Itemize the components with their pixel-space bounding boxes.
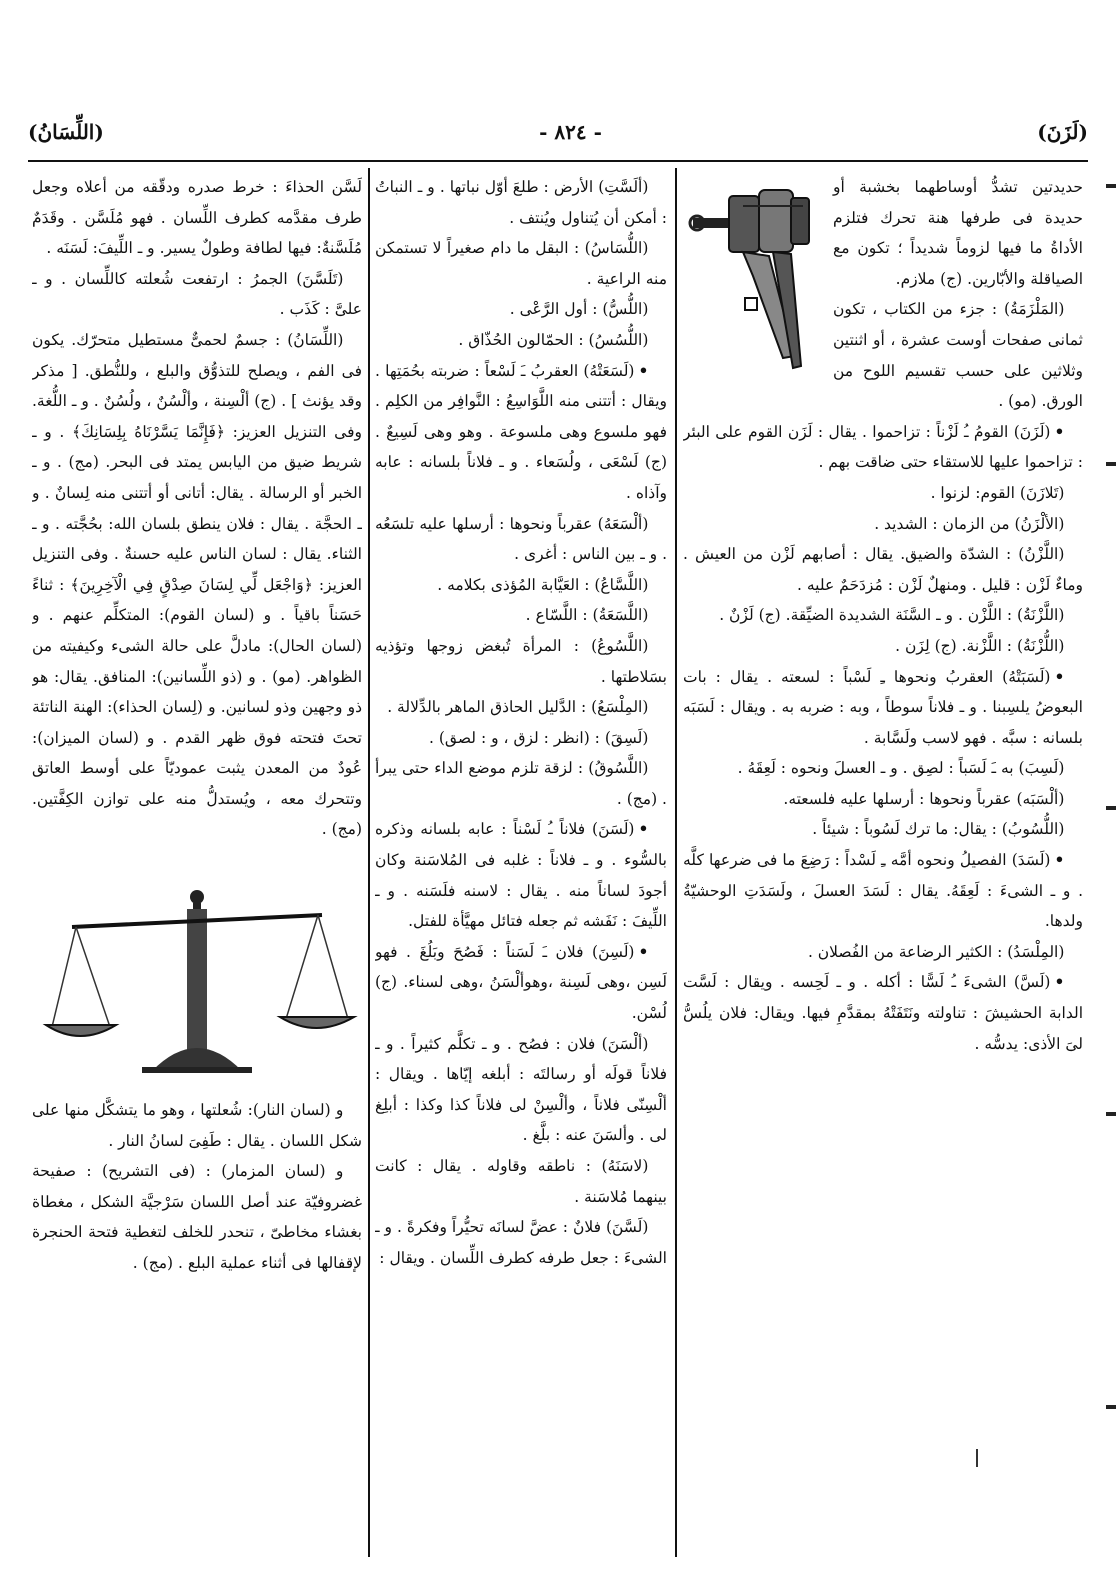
entry-lazana: [683, 417, 1083, 478]
entry-lasuq: (اللَّسُوقُ) : لزقة تلزم موضع الداء حتى يبرأ . (مج) .: [375, 759, 667, 808]
entry-lasabathu: [683, 662, 1083, 754]
header-left-word: (اللِّسَانُ): [28, 120, 104, 144]
entry-lasiba: (لَسِبَ) به ـَ لَسَباً : لصِق . و ـ العسلَ ونحوه : لَعِقَهُ .: [737, 759, 1065, 778]
header-right-word: (لَزَنَ): [1037, 120, 1088, 144]
entry-luss: (اللُّسُّ) : أول الرَّعْى .: [509, 300, 649, 319]
entry-talassana: (تَلَسَّنَ) الجمرُ : ارتفعت شُعلته كاللِّسان . و ـ علىَّ : كَذَب .: [32, 269, 362, 319]
entry-lasada: [683, 845, 1083, 937]
entry-milsad: (المِلْسَدُ) : الكثير الرضاعة من الفُصلان .: [807, 942, 1065, 961]
entry-lasub: (اللُّسُوبُ) : يقال: ما ترك لَسُوباً : شيئاً .: [812, 820, 1065, 839]
entry-text: (لَزَنَ) القومُ ـُ لَزْناً : تزاحموا . يقال : لَزَن القوم على البئر : تزاحموا عليها للاستقاء حتى ضاقت بهم .: [683, 422, 1083, 472]
entry-lasu: (اللَّسُوعُ) : المرأة تُبغض زوجها وتؤذيه بسَلاطتها .: [375, 636, 667, 686]
balance-scale-icon: [32, 875, 362, 1075]
entry-lisan: (اللِّسَانُ) : جسمٌ لحمىٌّ مستطيل متحرّك. يكون فى الفم ، ويصلح للتذوُّق والبلع ، وللنُّطق. [ مذكر وقد يؤنث ] . (ج) ألْسِنة ، وألْسُنٌ ، ولُسُنٌ . و ـ اللُّغة. وفى التنزيل العزيز: ﴿فَإِنَّمَا يَسَّرْنَاهُ بِلِسَانِكَ﴾ . و ـ شريط ضيق من اليابس يمتد فى البحر. (مج) . و ـ الخبر أو الرسالة . يقال: أتانى أو أتتنى منه لِسانٌ . و ـ الحجَّة . يقال : فلان ينطق بلسان الله: بحُجَّته . و ـ الثناء. يقال : لسان الناس عليه حسنةٌ . وفى التنزيل العزيز: ﴿وَاجْعَل لِّي لِسَانَ صِدْقٍ فِي الْآخِرِينَ﴾ : ثناءً حَسَناً باقياً . و (لسان القوم): المتكلِّم عنهم . و (لسان الحال): مادلَّ على حالة الشىء وكيفيته من الظواهر. (مو) . و (ذو اللِّسانين): المنافق. يقال: هو ذو وجهين وذو لسانين. و (لِسان الحذاء): الهنة الناتئة تحتَ فتحته فوق ظهر القدم . و (لسان الميزان): عُودٌ من المعدن يثبت عموديّاً على أوسط العاتق وتتحرك معه ، ويُستدلُّ منه على توازن الكِفَّتين. (مج) .: [32, 330, 362, 839]
entry-lisan-nar: و (لسان النار): شُعلتها ، وهو ما يتشكَّل منها على شكل اللسان . يقال : طَفِىَ لسانُ النار .: [32, 1101, 362, 1150]
entry-lasanahu: (لاسَنَهُ) : ناطقه وقاوله . يقال : كانت بينهما مُلاسَنة .: [375, 1157, 667, 1206]
bullet-icon: •: [638, 819, 649, 839]
entry-lasina: [375, 937, 667, 1029]
entry-talazana: (تَلازَنَ) القوم: لزنوا .: [930, 483, 1065, 502]
vise-icon: [683, 176, 833, 376]
entry-alsaahu: (ألْسَعَهُ) عقرباً ونحوها : أرسلها عليه تلسَعُه . و ـ بين الناس : أغرى .: [375, 514, 667, 564]
entry-lassana: (لَسَّنَ) فلانٌ : عضَّ لسانَه تحيُّراً وفكرةً . و ـ الشىءَ : جعل طرفه كطرف اللِّسان . ويقال :: [375, 1218, 667, 1267]
bullet-icon: •: [1054, 972, 1065, 992]
entry-text: (لَسَبَتْهُ) العقربُ ونحوها ـِ لَسْباً : لسعته . يقال : بات البعوضُ يلسِبنا . و ـ فلاناً سوطاً ، وبه : ضربه به . ويقال : لَسَبَه بلسانه : سبَّه . فهو لاسب ولَسَّابة .: [683, 667, 1083, 747]
column-right: [683, 172, 1083, 1557]
column-divider-left: [368, 168, 370, 1557]
bullet-icon: •: [1054, 666, 1065, 686]
entry-lazn: (اللَّزْنُ) : الشدّة والضيق. يقال : أصابهم لَزْن من العيش . وماءٌ لَزْن : قليل . ومنهلٌ لَزْن : مُزدَحَمٌ عليه .: [683, 545, 1083, 594]
entry-text: (لَسَّ) الشىءَ ـُ لَسًّا : أكله . و ـ لَحِسه . ويقال : لَسَّت الدابة الحشيشَ : تناولته ونَتَفَتْهُ بمقدَّمِ فيها. ويقال: فلان يلُسُّ لىَ الأذى: يدسُّه .: [683, 973, 1083, 1053]
entry-alzan: (الألْزَنُ) من الزمان : الشديد .: [874, 514, 1065, 533]
vise-caption: حديدتين تشدُّ أوساطهما بخشبة أو حديدة فى طرفها هنة تحرك فتلزم الأداةُ ما فيها لزوماً شديداً ؛ تكون مع الصياقلة والأبّارين. (ج) ملازم.: [833, 178, 1083, 288]
entry-milsa: (المِلْسَعُ) : الدَّليل الحاذق الماهر بالدِّلالة .: [387, 698, 649, 717]
entry-lassaa: (اللَّسَّاعُ) : العَيَّابة المُؤذى بكلامه .: [437, 575, 649, 594]
margin-tick-mark: [1106, 462, 1116, 466]
balance-scale-illustration: [32, 875, 362, 1075]
column-divider-right: [675, 168, 677, 1557]
bullet-icon: •: [1054, 421, 1065, 441]
bullet-icon: •: [1054, 850, 1065, 870]
entry-malzama: (المَلْزَمَةُ) : جزء من الكتاب ، تكون ثمانى صفحات أوست عشرة ، أو اثنتين وثلاثين على حسب تقسيم اللوح من الورق. (مو) .: [833, 300, 1083, 411]
bullet-icon: •: [638, 941, 649, 961]
entry-lazna: (اللَّزْنَةُ) : اللَّزْن . و ـ السَّنَة الشديدة الضيِّقة. (ج) لَزْنٌ .: [719, 606, 1065, 625]
entry-text: (لَسِنَ) فلان ـَ لَسَناً : فَصُحَ وبَلُغَ . فهو لَسِن ،وهى لَسِنة ،وهوألْسَنُ ،وهى لسناء. (ج) لُسْن.: [375, 942, 667, 1023]
entry-lasana: [375, 814, 667, 936]
header-rule: [28, 160, 1088, 162]
bullet-icon: •: [638, 360, 649, 380]
page-number: - ٨٢٤ -: [539, 120, 602, 144]
column-middle: [375, 172, 667, 1557]
margin-tick-mark: [1106, 1112, 1116, 1116]
page-header: [28, 112, 1088, 152]
entry-lasaa: (اللَّسَعَةُ) : اللَّسّاع .: [525, 606, 649, 625]
entry-lassana-cont: لَسَّن الحذاءَ : خرط صدره ودقّقه من أعلاه وجعل طرف مقدَّمه كطرف اللِّسان . فهو مُلَسَّن . وقَدَمٌ مُلَسَّنةٌ: فيها لطافة وطولٌ يسير. و ـ اللِّيفَ: لَسَنَه .: [32, 178, 362, 258]
margin-tick-mark: [1106, 184, 1116, 188]
column-left: [32, 172, 362, 1557]
entry-lasiqa: (لَسِقَ) : (انظر : لزق ، و : لصق) .: [429, 728, 649, 747]
entry-alsana: (ألْسَنَ) فلان : فصُح . و ـ تكلَّم كثيراً . و ـ فلاناً قولَه أو رسالتَه : أبلغه إيّاها . ويقال : ألْسِنّى فلاناً ، وألْسِنْ لى فلاناً كذا وكذا : أبلِغ لى . وألسَنَ عنه : بلَّغ .: [375, 1034, 667, 1145]
margin-tick-mark: [1106, 1405, 1116, 1409]
entry-alsabahu: (ألْسَبَه) عقرباً ونحوها : أرسلها عليه فلسعته.: [783, 789, 1065, 808]
entry-alassat: (ألَسَّتِ) الأرض : طلعَ أوّل نباتها . و ـ النباتُ : أمكن أن يُتناول ويُنتف .: [375, 178, 667, 227]
entry-luzna: (اللُّزْنَةُ) : اللَّزْنة. (ج) لِزَن .: [895, 636, 1065, 655]
entry-lusus: (اللُّسُسُ) : الحمّالون الحُذّاق .: [458, 330, 649, 349]
margin-tick-mark: [1106, 806, 1116, 810]
entry-text: (لَسَدَ) الفصيلُ ونحوه أمَّه ـِ لَسْداً : رَضِعَ ما فى ضرعها كلَّه . و ـ الشىءَ : لَعِقَهُ. يقال : لَسَدَ العسلَ ، ولَسَدَتِ الوحشيّةُ ولدها.: [683, 851, 1083, 931]
entry-lasaathu: [375, 356, 667, 509]
entry-text: (لَسَنَ) فلاناً ـُ لَسْناً : عابه بلسانه وذكره بالسُّوء . و ـ فلاناً : غلبه فى المُلاسَنة وكان أجودَ لساناً منه . يقال : لاسنه فلَسَنه . و ـ اللِّيفَ : نَفَشه ثم جعله فتائل مهيَّأة للفتل.: [375, 820, 667, 931]
vise-illustration: [683, 176, 833, 376]
entry-text: (لَسَعَتْهُ) العقربُ ـَ لَسْعاً : ضربته بحُمَتِها . ويقال : أتتنى منه اللَّوَاسِعُ : النَّوافِر من الكلِم . فهو ملسوع وهى ملسوعة . وهو وهى لَسِيعٌ . (ج) لَسْعَى ، ولُسَعاء . و ـ فلاناً بلسانه : عابه وآذاه .: [375, 361, 667, 502]
entry-lusas: (اللُّسَاسُ) : البقل ما دام صغيراً لا تستمكن منه الراعية .: [375, 239, 667, 288]
entry-lassa: [683, 967, 1083, 1059]
folio-mark: [976, 1449, 978, 1467]
entry-lisan-mizmar: و (لسان المزمار) : (فى التشريح) : صفيحة غضروفيّة عند أصل اللسان سَرْجيَّة الشكل ، مغطاة بغشاء مخاطىّ ، تنحدر للخلف لتغطية فتحة الحنجرة لإقفالها فى أثناء عملية البلع . (مج) .: [32, 1162, 362, 1273]
